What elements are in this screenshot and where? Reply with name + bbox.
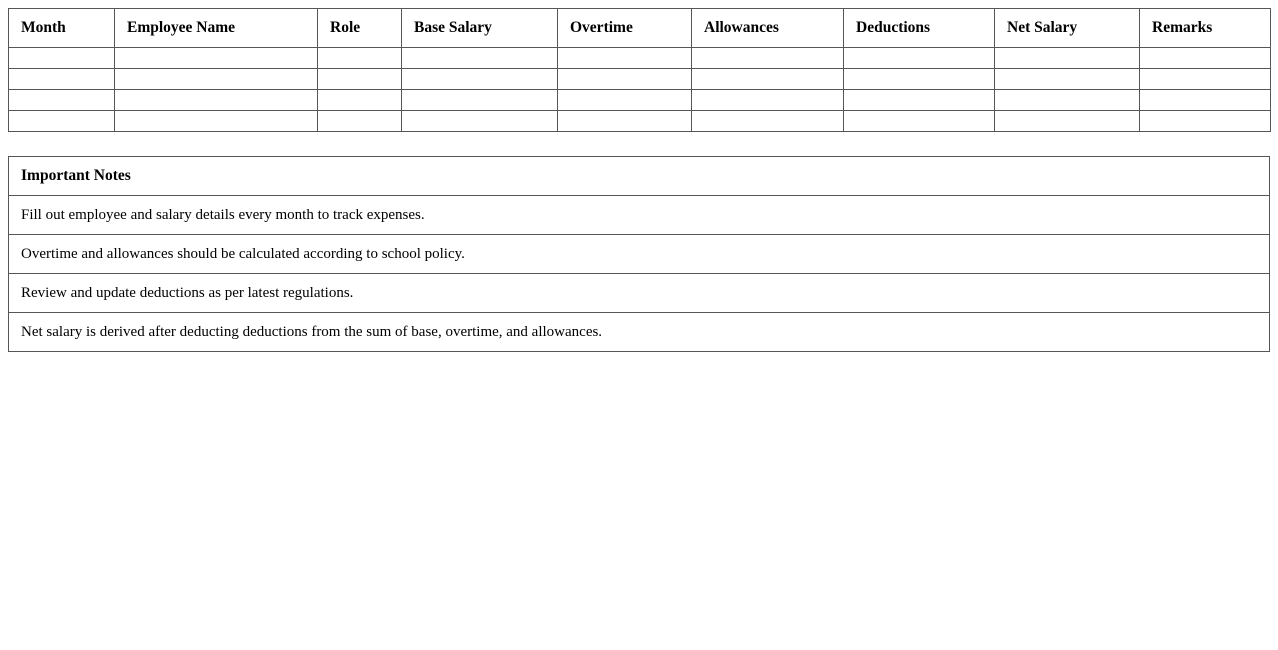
notes-row <box>9 235 1270 274</box>
header-deductions: Deductions <box>844 9 995 48</box>
notes-row <box>9 313 1270 352</box>
cell-remarks[interactable] <box>1140 90 1271 111</box>
notes-row <box>9 196 1270 235</box>
header-role: Role <box>318 9 402 48</box>
salary-table-header-row <box>9 9 1271 48</box>
cell-month[interactable] <box>9 48 115 69</box>
cell-role[interactable] <box>318 90 402 111</box>
cell-deductions[interactable] <box>844 69 995 90</box>
table-row <box>9 69 1271 90</box>
header-net-salary: Net Salary <box>995 9 1140 48</box>
cell-deductions[interactable] <box>844 111 995 132</box>
cell-role[interactable] <box>318 111 402 132</box>
cell-base-salary[interactable] <box>402 48 558 69</box>
table-row <box>9 111 1271 132</box>
notes-header-row <box>9 157 1270 196</box>
cell-role[interactable] <box>318 69 402 90</box>
cell-net-salary[interactable] <box>995 48 1140 69</box>
cell-employee-name[interactable] <box>115 90 318 111</box>
cell-deductions[interactable] <box>844 90 995 111</box>
cell-month[interactable] <box>9 111 115 132</box>
cell-employee-name[interactable] <box>115 69 318 90</box>
salary-table <box>8 8 1271 132</box>
cell-allowances[interactable] <box>692 111 844 132</box>
note-item: Overtime and allowances should be calculated according to school policy. <box>9 235 1270 274</box>
header-month: Month <box>9 9 115 48</box>
table-row <box>9 90 1271 111</box>
cell-overtime[interactable] <box>558 48 692 69</box>
cell-remarks[interactable] <box>1140 48 1271 69</box>
header-remarks: Remarks <box>1140 9 1271 48</box>
header-overtime: Overtime <box>558 9 692 48</box>
header-base-salary: Base Salary <box>402 9 558 48</box>
notes-row <box>9 274 1270 313</box>
header-allowances: Allowances <box>692 9 844 48</box>
cell-base-salary[interactable] <box>402 111 558 132</box>
cell-allowances[interactable] <box>692 69 844 90</box>
cell-overtime[interactable] <box>558 69 692 90</box>
cell-employee-name[interactable] <box>115 111 318 132</box>
notes-title: Important Notes <box>9 157 1270 196</box>
cell-employee-name[interactable] <box>115 48 318 69</box>
table-row <box>9 48 1271 69</box>
note-item: Review and update deductions as per latest regulations. <box>9 274 1270 313</box>
cell-net-salary[interactable] <box>995 69 1140 90</box>
header-employee-name: Employee Name <box>115 9 318 48</box>
cell-overtime[interactable] <box>558 111 692 132</box>
cell-month[interactable] <box>9 69 115 90</box>
cell-base-salary[interactable] <box>402 69 558 90</box>
cell-allowances[interactable] <box>692 90 844 111</box>
cell-overtime[interactable] <box>558 90 692 111</box>
notes-table <box>8 156 1270 352</box>
cell-deductions[interactable] <box>844 48 995 69</box>
cell-month[interactable] <box>9 90 115 111</box>
cell-base-salary[interactable] <box>402 90 558 111</box>
cell-remarks[interactable] <box>1140 111 1271 132</box>
note-item: Net salary is derived after deducting deductions from the sum of base, overtime, and allowances. <box>9 313 1270 352</box>
cell-remarks[interactable] <box>1140 69 1271 90</box>
cell-net-salary[interactable] <box>995 90 1140 111</box>
cell-role[interactable] <box>318 48 402 69</box>
cell-net-salary[interactable] <box>995 111 1140 132</box>
cell-allowances[interactable] <box>692 48 844 69</box>
note-item: Fill out employee and salary details every month to track expenses. <box>9 196 1270 235</box>
